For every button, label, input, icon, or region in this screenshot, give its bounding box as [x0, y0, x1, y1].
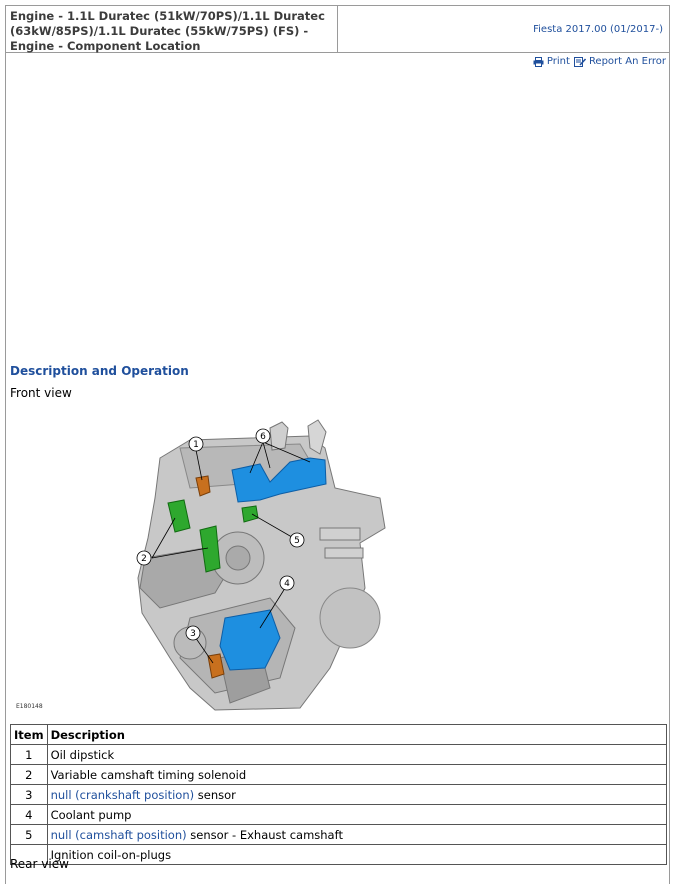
- figure-id: E180148: [16, 703, 43, 710]
- callout-4: 4: [284, 579, 290, 589]
- table-header-row: [11, 725, 667, 745]
- callout-1: 1: [193, 440, 199, 450]
- report-error-icon: [574, 57, 586, 67]
- table-row: [11, 825, 667, 845]
- item-description: [47, 785, 666, 805]
- item-description: [47, 765, 666, 785]
- callout-5: 5: [294, 536, 300, 546]
- table-row: [11, 745, 667, 765]
- description-text: sensor - Exhaust camshaft: [186, 827, 343, 842]
- table-row: [11, 845, 667, 865]
- description-text: Coolant pump: [50, 807, 132, 822]
- rear-view-label: Rear view: [10, 857, 69, 871]
- description-text: Variable camshaft timing solenoid: [50, 767, 247, 782]
- description-text: Oil dipstick: [50, 747, 115, 762]
- crankshaft-position-link[interactable]: null (crankshaft position): [50, 787, 195, 802]
- item-number: 1: [11, 745, 48, 765]
- table-row: [11, 805, 667, 825]
- toolbar: [533, 56, 666, 67]
- column-header-item: Item: [11, 725, 48, 745]
- item-description: [47, 745, 666, 765]
- callout-6: 6: [260, 432, 266, 442]
- item-description: [47, 805, 666, 825]
- table-row: [11, 765, 667, 785]
- engine-component-figure: [120, 418, 390, 713]
- item-description: [47, 845, 666, 865]
- print-label: Print: [546, 56, 570, 67]
- printer-icon: [533, 57, 544, 67]
- item-number: 3: [11, 785, 48, 805]
- report-error-link[interactable]: [574, 56, 666, 67]
- section-heading: Description and Operation: [10, 364, 189, 378]
- item-number: 5: [11, 825, 48, 845]
- document-header: [5, 5, 670, 53]
- front-view-label: Front view: [10, 386, 72, 400]
- model-label: Fiesta 2017.00 (01/2017-): [533, 23, 663, 35]
- table-row: [11, 785, 667, 805]
- camshaft-position-link[interactable]: null (camshaft position): [50, 827, 187, 842]
- item-description: [47, 825, 666, 845]
- item-number: 2: [11, 765, 48, 785]
- callout-2: 2: [141, 554, 147, 564]
- report-error-label: Report An Error: [588, 56, 666, 67]
- item-number: 4: [11, 805, 48, 825]
- column-header-description: Description: [47, 725, 666, 745]
- print-link[interactable]: [533, 56, 570, 67]
- description-text: Ignition coil-on-plugs: [50, 847, 172, 862]
- callout-3: 3: [190, 629, 196, 639]
- component-table: [10, 724, 667, 865]
- description-text: sensor: [194, 787, 236, 802]
- page-title: Engine - 1.1L Duratec (51kW/70PS)/1.1L Duratec (63kW/85PS)/1.1L Duratec (55kW/75PS) (FS) - Engine - Component Location: [6, 6, 338, 52]
